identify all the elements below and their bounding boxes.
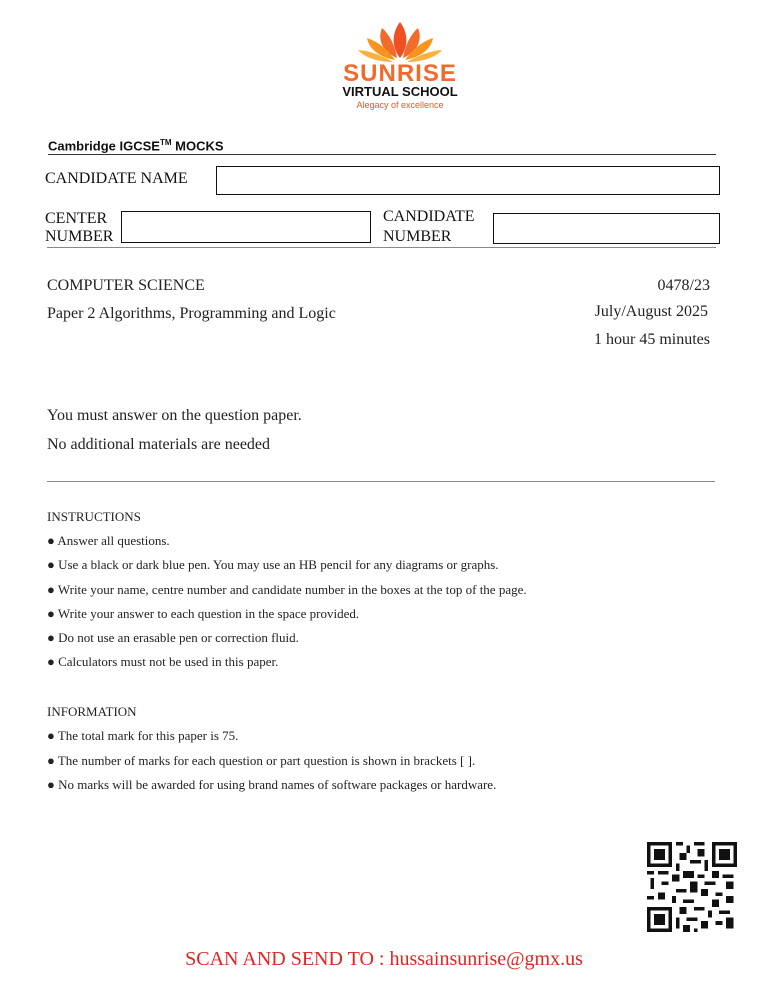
instructions-heading: INSTRUCTIONS: [47, 509, 141, 524]
information-item: ● The total mark for this paper is 75.: [47, 728, 239, 743]
header-title-prefix: Cambridge IGCSE: [48, 138, 160, 154]
instruction-item: ● Do not use an erasable pen or correction fluid.: [47, 630, 299, 645]
lotus-flower-icon: [355, 18, 445, 64]
center-label-line2: NUMBER: [45, 228, 114, 245]
candidate-name-label: CANDIDATE NAME: [45, 170, 188, 187]
header-title-suffix: MOCKS: [171, 138, 224, 154]
candidate-number-label-line1: CANDIDATE: [383, 208, 475, 225]
subject-name: COMPUTER SCIENCE: [47, 277, 205, 294]
exam-session: July/August 2025: [594, 303, 708, 320]
header-trademark: TM: [159, 138, 172, 147]
answer-note: You must answer on the question paper.: [47, 407, 302, 424]
paper-code: 0478/23: [657, 277, 710, 294]
instruction-item: ● Write your name, centre number and candidate number in the boxes at the top of the page.: [47, 582, 527, 597]
paper-title: Paper 2 Algorithms, Programming and Logic: [47, 305, 336, 322]
information-item: ● No marks will be awarded for using brand names of software packages or hardware.: [47, 777, 497, 792]
instruction-item: ● Use a black or dark blue pen. You may use an HB pencil for any diagrams or graphs.: [47, 557, 499, 572]
candidate-number-box[interactable]: [493, 213, 720, 244]
scan-and-send-notice: SCAN AND SEND TO : hussainsunrise@gmx.us: [185, 948, 583, 970]
section-divider: [47, 481, 715, 482]
information-heading: INFORMATION: [47, 704, 137, 719]
exam-duration: 1 hour 45 minutes: [594, 331, 710, 348]
school-logo: [300, 18, 500, 108]
candidate-number-label-line2: NUMBER: [383, 228, 452, 245]
field-divider: [47, 247, 716, 248]
qr-code-icon[interactable]: [647, 842, 737, 932]
candidate-name-box[interactable]: [216, 166, 720, 195]
center-number-box[interactable]: [121, 211, 371, 243]
brand-name: SUNRISE: [343, 60, 457, 87]
instruction-item: ● Calculators must not be used in this paper.: [47, 654, 279, 669]
center-label-line1: CENTER: [45, 210, 108, 227]
materials-note: No additional materials are needed: [47, 436, 271, 453]
school-name: VIRTUAL SCHOOL: [342, 84, 458, 99]
instruction-item: ● Answer all questions.: [47, 533, 170, 548]
instruction-item: ● Write your answer to each question in the space provided.: [47, 606, 360, 621]
exam-series-header: [48, 138, 716, 155]
school-tagline: Alegacy of excellence: [356, 100, 444, 110]
information-item: ● The number of marks for each question or part question is shown in brackets [ ].: [47, 753, 476, 768]
